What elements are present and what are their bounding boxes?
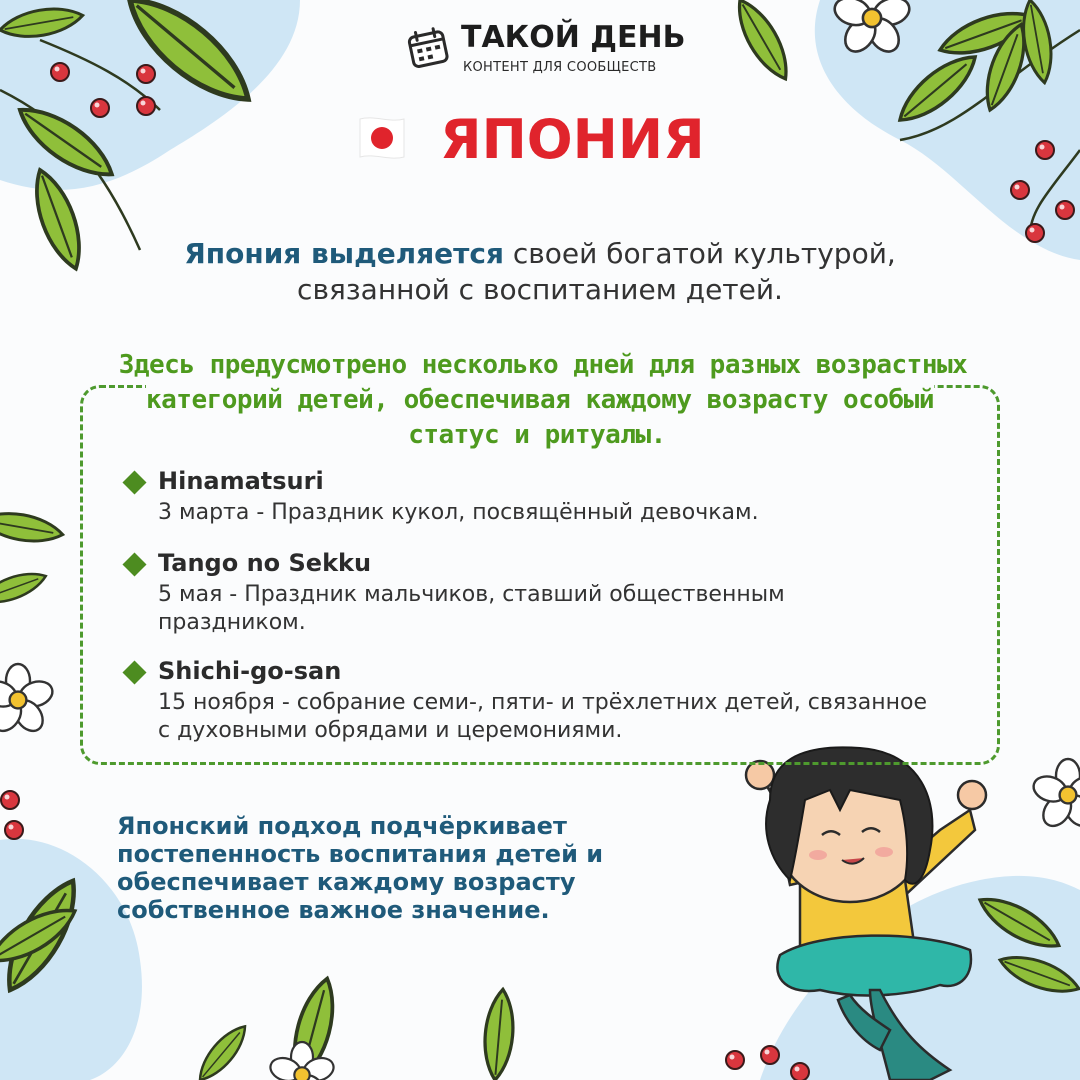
item-name: Tango no Sekku — [158, 549, 372, 577]
intro-highlight: Япония выделяется — [184, 237, 504, 270]
intro-line1-rest: своей богатой культурой, — [503, 237, 896, 270]
intro-text — [100, 236, 980, 308]
item-description: 3 марта - Праздник кукол, посвящённый девочкам. — [158, 500, 759, 525]
item-name: Shichi-go-san — [158, 657, 342, 685]
intro-line2: связанной с воспитанием детей. — [297, 273, 783, 306]
brand-header — [405, 20, 695, 82]
calendar-icon — [405, 24, 453, 72]
brand-name: ТАКОЙ ДЕНЬ — [461, 20, 686, 55]
item-name: Hinamatsuri — [158, 467, 324, 495]
item-description: 5 мая - Праздник мальчиков, ставший общественным праздником. — [158, 582, 785, 635]
brand-tagline: КОНТЕНТ ДЛЯ СООБЩЕСТВ — [463, 60, 657, 75]
item-description: 15 ноября - собрание семи-, пяти- и трёхлетних детей, связанное с духовными обрядами и церемониями. — [158, 690, 928, 743]
outro-text: Японский подход подчёркивает постепенность воспитания детей и обеспечивает каждому возрасту собственное важное значение. — [117, 812, 604, 924]
box-heading — [100, 348, 980, 453]
page-title: ЯПОНИЯ — [440, 108, 705, 171]
box-heading-text: Здесь предусмотрено несколько дней для разных возрастных категорий детей, обеспечивая каждому возрасту особый статус и ритуалы. — [113, 350, 968, 450]
japan-flag-icon — [358, 115, 406, 161]
